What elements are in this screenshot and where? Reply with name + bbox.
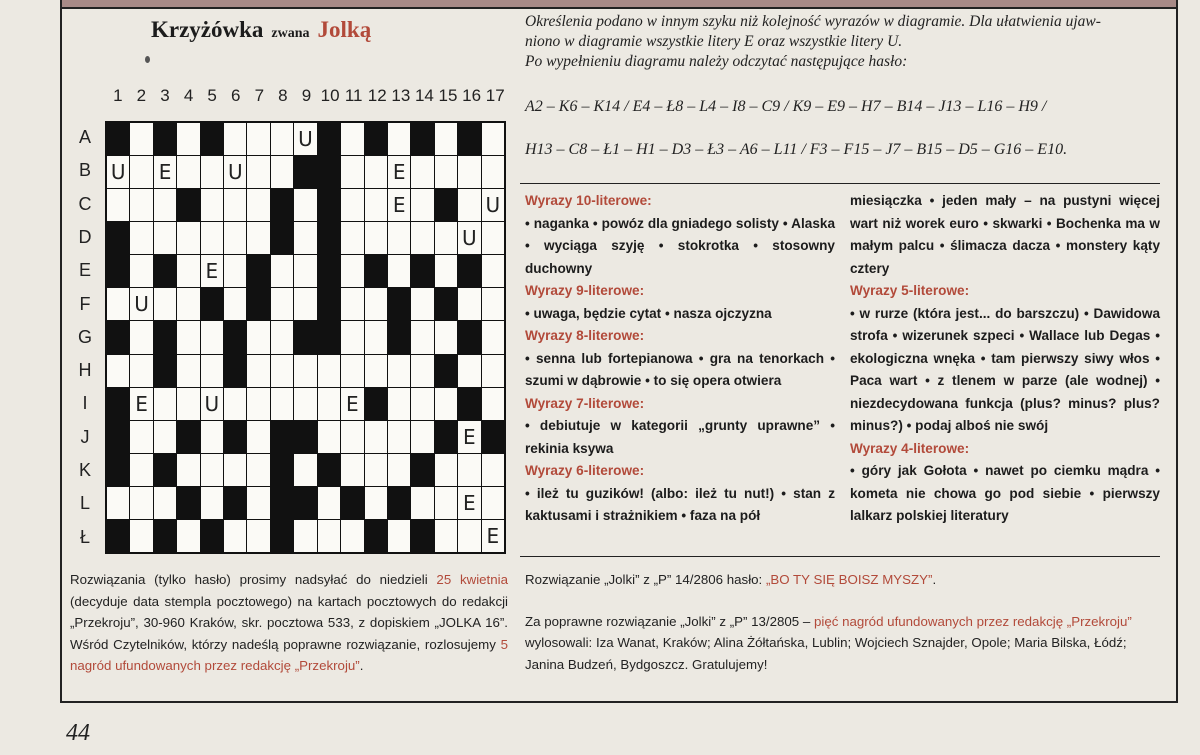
- grid-cell[interactable]: U: [224, 156, 246, 188]
- grid-block: [177, 421, 199, 453]
- grid-block: [318, 123, 340, 155]
- grid-cell[interactable]: [201, 156, 223, 188]
- grid-block: [435, 421, 457, 453]
- grid-block: [318, 288, 340, 320]
- winners-list: wylosowali: Iza Wanat, Kraków; Alina Żółtańska, Lublin; Wojciech Sznajder, Opole; Maria Bilska, Łódź; Janina Budzeń, Bydgoszcz. Gratulujemy!: [525, 635, 1127, 672]
- clue-heading: Wyrazy 9-literowe:: [525, 283, 645, 298]
- column-number: 12: [367, 86, 387, 105]
- grid-cell[interactable]: E: [201, 255, 223, 287]
- grid-block: [411, 454, 433, 486]
- solution-label: Rozwiązanie „Jolki” z „P” 14/2806 hasło:: [525, 572, 766, 587]
- page-number: 44: [66, 720, 90, 746]
- instructions: [525, 12, 1165, 72]
- grid-cell[interactable]: [388, 520, 410, 552]
- solution-label: .: [932, 572, 937, 587]
- grid-cell[interactable]: [435, 454, 457, 486]
- grid-cell[interactable]: [388, 222, 410, 254]
- grid-cell[interactable]: [482, 156, 504, 188]
- puzzle-title: [151, 17, 371, 43]
- grid-cell[interactable]: [201, 355, 223, 387]
- grid-cell[interactable]: [201, 189, 223, 221]
- grid-block: [341, 487, 363, 519]
- grid-cell[interactable]: [318, 520, 340, 552]
- grid-cell[interactable]: [177, 222, 199, 254]
- grid-block: [388, 487, 410, 519]
- grid-cell[interactable]: [294, 454, 316, 486]
- grid-cell[interactable]: [154, 222, 176, 254]
- grid-cell[interactable]: [271, 156, 293, 188]
- grid-cell[interactable]: [482, 321, 504, 353]
- grid-cell[interactable]: [341, 421, 363, 453]
- grid-block: [458, 123, 480, 155]
- row-letter: L: [79, 493, 90, 514]
- grid-cell[interactable]: E: [154, 156, 176, 188]
- grid-cell[interactable]: [177, 355, 199, 387]
- grid-cell[interactable]: E: [458, 487, 480, 519]
- instructions-line-3: Po wypełnieniu diagramu należy odczytać następujące hasło:: [525, 53, 908, 70]
- grid-cell[interactable]: [435, 123, 457, 155]
- column-number: 7: [254, 86, 265, 105]
- grid-cell[interactable]: [201, 487, 223, 519]
- grid-cell[interactable]: [458, 156, 480, 188]
- grid-block: [107, 454, 129, 486]
- grid-block: [271, 520, 293, 552]
- grid-cell[interactable]: [482, 355, 504, 387]
- grid-cell[interactable]: [341, 156, 363, 188]
- grid-cell[interactable]: [177, 321, 199, 353]
- grid-block: [318, 156, 340, 188]
- grid-block: [458, 388, 480, 420]
- row-letter: Ł: [79, 526, 90, 547]
- clue-heading: Wyrazy 10-literowe:: [525, 193, 652, 208]
- grid-block: [411, 255, 433, 287]
- grid-block: [294, 156, 316, 188]
- grid-block: [458, 255, 480, 287]
- grid-block: [107, 222, 129, 254]
- grid-cell[interactable]: [458, 355, 480, 387]
- grid-cell[interactable]: [130, 454, 152, 486]
- grid-cell[interactable]: [482, 123, 504, 155]
- grid-block: [388, 288, 410, 320]
- grid-block: [201, 123, 223, 155]
- grid-cell[interactable]: [365, 421, 387, 453]
- clue-text: • w rurze (która jest... do barszczu) • Dawidowa strofa • wizerunek szpeci • Wallace lub Degas • ekologiczna wnęka • tam pierwszy siwy włos • Paca wart • z tlenem w parze (ale wodnej) • niezdecydowana funkcja (plus? minus? plus? minus?) • podaj alboś nie swój: [850, 305, 1160, 433]
- grid-cell[interactable]: [365, 222, 387, 254]
- grid-cell[interactable]: [224, 255, 246, 287]
- grid-cell[interactable]: [318, 487, 340, 519]
- grid-cell[interactable]: [247, 388, 269, 420]
- column-number: 4: [183, 86, 194, 105]
- grid-cell[interactable]: E: [341, 388, 363, 420]
- grid-block: [154, 454, 176, 486]
- grid-block: [388, 321, 410, 353]
- grid-cell[interactable]: [388, 388, 410, 420]
- clue-text: • uwaga, będzie cytat • nasza ojczyzna: [525, 305, 772, 321]
- column-number: 5: [207, 86, 217, 105]
- grid-block: [411, 123, 433, 155]
- grid-cell[interactable]: [130, 123, 152, 155]
- column-number: 2: [136, 86, 147, 105]
- grid-cell[interactable]: [177, 288, 199, 320]
- grid-block: [247, 255, 269, 287]
- grid-block: [365, 255, 387, 287]
- row-letter: B: [78, 160, 91, 181]
- grid-block: [294, 321, 316, 353]
- grid-block: [177, 189, 199, 221]
- grid-cell[interactable]: [247, 156, 269, 188]
- grid-cell[interactable]: [294, 222, 316, 254]
- grid-cell[interactable]: [388, 421, 410, 453]
- grid-block: [107, 388, 129, 420]
- grid-cell[interactable]: [388, 454, 410, 486]
- grid-cell[interactable]: [435, 156, 457, 188]
- title-accent: Jolką: [317, 17, 372, 42]
- grid-block: [271, 454, 293, 486]
- grid-cell[interactable]: [388, 123, 410, 155]
- grid-cell[interactable]: [130, 520, 152, 552]
- grid-block: [154, 123, 176, 155]
- grid-cell[interactable]: [294, 520, 316, 552]
- crossword-grid[interactable]: [105, 121, 506, 554]
- grid-cell[interactable]: [130, 321, 152, 353]
- grid-cell[interactable]: [247, 454, 269, 486]
- grid-cell[interactable]: [271, 123, 293, 155]
- grid-cell[interactable]: [224, 222, 246, 254]
- column-number: 9: [301, 86, 312, 105]
- grid-block: [154, 321, 176, 353]
- grid-cell[interactable]: [224, 388, 246, 420]
- grid-cell[interactable]: [435, 222, 457, 254]
- clue-heading: Wyrazy 5-literowe:: [850, 283, 970, 298]
- row-letter: D: [78, 226, 92, 247]
- grid-cell[interactable]: [177, 156, 199, 188]
- grid-block: [294, 487, 316, 519]
- grid-cell[interactable]: [341, 520, 363, 552]
- clue-heading: Wyrazy 7-literowe:: [525, 395, 645, 411]
- grid-block: [154, 520, 176, 552]
- grid-cell[interactable]: [154, 388, 176, 420]
- clues-column-right: [850, 190, 1160, 528]
- grid-cell[interactable]: [435, 388, 457, 420]
- grid-cell[interactable]: [130, 189, 152, 221]
- grid-cell[interactable]: [247, 189, 269, 221]
- row-letter: A: [78, 127, 91, 147]
- instructions-line-2: niono w diagramie wszystkie litery E oraz wszystkie litery U.: [525, 33, 903, 50]
- grid-cell[interactable]: [435, 255, 457, 287]
- grid-block: [458, 321, 480, 353]
- grid-block: [107, 421, 129, 453]
- grid-cell[interactable]: [130, 255, 152, 287]
- grid-cell[interactable]: [271, 288, 293, 320]
- submission-text: (decyduje data stempla pocztowego) na kartach pocztowych do redakcji „Przekroju”, 30-960 Kraków, skr. pocztowa 533, z dopiskiem „JOLKA 16”. Wśród Czytelników, którzy nadeślą poprawne rozwiązanie, rozlosujemy: [70, 593, 508, 652]
- grid-cell[interactable]: [177, 255, 199, 287]
- row-letter: G: [77, 326, 92, 347]
- grid-block: [224, 487, 246, 519]
- grid-block: [154, 355, 176, 387]
- grid-cell[interactable]: [247, 222, 269, 254]
- grid-cell[interactable]: [365, 288, 387, 320]
- grid-cell[interactable]: [201, 421, 223, 453]
- grid-cell[interactable]: [482, 454, 504, 486]
- grid-cell[interactable]: [130, 421, 152, 453]
- clue-heading: Wyrazy 4-literowe:: [850, 440, 970, 456]
- grid-cell[interactable]: [365, 321, 387, 353]
- prize-info: 5 nagród ufundowanych przez redakcję „Przekroju”: [70, 636, 508, 673]
- grid-cell[interactable]: [411, 222, 433, 254]
- row-letter: E: [78, 260, 91, 281]
- column-number: 8: [278, 86, 288, 105]
- column-number: 13: [391, 86, 411, 105]
- grid-cell[interactable]: [365, 454, 387, 486]
- submission-info: [70, 569, 508, 677]
- grid-cell[interactable]: [435, 487, 457, 519]
- grid-block: [318, 222, 340, 254]
- column-number: 15: [438, 86, 458, 105]
- column-numbers: [106, 86, 505, 108]
- grid-cell[interactable]: [294, 255, 316, 287]
- grid-cell[interactable]: U: [107, 156, 129, 188]
- grid-block: [318, 321, 340, 353]
- grid-cell[interactable]: [271, 388, 293, 420]
- grid-cell[interactable]: U: [458, 222, 480, 254]
- grid-cell[interactable]: [247, 321, 269, 353]
- grid-cell[interactable]: E: [388, 156, 410, 188]
- grid-cell[interactable]: [482, 388, 504, 420]
- grid-cell[interactable]: [271, 355, 293, 387]
- clue-heading: Wyrazy 6-literowe:: [525, 463, 645, 478]
- winners-label: Za poprawne rozwiązanie „Jolki” z „P” 13/2805 –: [525, 613, 814, 629]
- grid-block: [107, 520, 129, 552]
- grid-cell[interactable]: [365, 189, 387, 221]
- grid-cell[interactable]: U: [201, 388, 223, 420]
- grid-block: [177, 487, 199, 519]
- column-number: 16: [462, 86, 482, 105]
- grid-cell[interactable]: [107, 487, 129, 519]
- grid-cell[interactable]: [130, 222, 152, 254]
- grid-cell[interactable]: U: [482, 189, 504, 221]
- grid-cell[interactable]: [130, 156, 152, 188]
- grid-cell[interactable]: [247, 421, 269, 453]
- submission-text: .: [359, 658, 364, 673]
- grid-block: [271, 222, 293, 254]
- grid-cell[interactable]: E: [130, 388, 152, 420]
- grid-cell[interactable]: [411, 487, 433, 519]
- divider: [520, 183, 1160, 184]
- grid-block: [482, 421, 504, 453]
- clue-text: miesiączka • jeden mały – na pustyni więcej wart niż worek euro • skwarki • Bochenka ma w małym palcu • ślimacza dacza • monstery kąty cztery: [850, 193, 1160, 276]
- grid-cell[interactable]: [318, 388, 340, 420]
- grid-block: [224, 355, 246, 387]
- grid-cell[interactable]: [177, 123, 199, 155]
- grid-cell[interactable]: [107, 288, 129, 320]
- title-small: zwana: [271, 26, 310, 41]
- grid-block: [247, 288, 269, 320]
- grid-cell[interactable]: [177, 454, 199, 486]
- grid-block: [201, 520, 223, 552]
- grid-cell[interactable]: [177, 388, 199, 420]
- grid-cell[interactable]: [177, 520, 199, 552]
- grid-cell[interactable]: [224, 520, 246, 552]
- grid-cell[interactable]: [271, 255, 293, 287]
- grid-cell[interactable]: [318, 355, 340, 387]
- grid-cell[interactable]: [271, 321, 293, 353]
- column-number: 10: [320, 86, 340, 105]
- grid-block: [318, 189, 340, 221]
- clue-text: • senna lub fortepianowa • gra na tenorkach • szumi w dąbrowie • to się opera otwiera: [525, 350, 835, 388]
- grid-cell[interactable]: [482, 222, 504, 254]
- grid-cell[interactable]: [482, 255, 504, 287]
- column-number: 3: [160, 86, 170, 105]
- grid-cell[interactable]: [458, 520, 480, 552]
- grid-block: [154, 255, 176, 287]
- grid-cell[interactable]: [411, 355, 433, 387]
- grid-cell[interactable]: [201, 222, 223, 254]
- grid-cell[interactable]: [154, 487, 176, 519]
- grid-block: [107, 123, 129, 155]
- grid-cell[interactable]: [294, 189, 316, 221]
- grid-cell[interactable]: E: [458, 421, 480, 453]
- grid-cell[interactable]: [154, 189, 176, 221]
- grid-cell[interactable]: [247, 520, 269, 552]
- grid-cell[interactable]: [411, 189, 433, 221]
- grid-block: [271, 189, 293, 221]
- grid-cell[interactable]: [365, 487, 387, 519]
- grid-block: [271, 421, 293, 453]
- grid-cell[interactable]: [341, 321, 363, 353]
- column-number: 11: [344, 86, 363, 105]
- grid-cell[interactable]: [341, 222, 363, 254]
- grid-cell[interactable]: [411, 156, 433, 188]
- grid-block: [365, 388, 387, 420]
- grid-cell[interactable]: [482, 288, 504, 320]
- grid-cell[interactable]: [458, 189, 480, 221]
- grid-block: [107, 321, 129, 353]
- grid-block: [435, 355, 457, 387]
- grid-cell[interactable]: [341, 355, 363, 387]
- grid-cell[interactable]: [224, 454, 246, 486]
- grid-cell[interactable]: U: [130, 288, 152, 320]
- grid-cell[interactable]: [341, 288, 363, 320]
- grid-block: [318, 454, 340, 486]
- header-bar: [60, 0, 1178, 9]
- title-main: Krzyżówka: [151, 17, 264, 42]
- grid-cell[interactable]: [388, 355, 410, 387]
- grid-cell[interactable]: [107, 189, 129, 221]
- grid-cell[interactable]: [224, 288, 246, 320]
- row-letters: [70, 121, 100, 554]
- divider: [520, 556, 1160, 557]
- grid-cell[interactable]: [482, 487, 504, 519]
- grid-cell[interactable]: [411, 321, 433, 353]
- grid-cell[interactable]: [154, 288, 176, 320]
- grid-cell[interactable]: [411, 388, 433, 420]
- grid-block: [201, 288, 223, 320]
- deadline-date: 25 kwietnia: [436, 572, 508, 587]
- row-letter: J: [80, 426, 90, 447]
- grid-cell[interactable]: [201, 321, 223, 353]
- grid-cell[interactable]: [224, 123, 246, 155]
- grid-block: [294, 421, 316, 453]
- clue-text: • ileż tu guzików! (albo: ileż tu nut!) • stan z kaktusami i strażnikiem • faza na pół: [525, 485, 835, 523]
- row-letter: F: [79, 293, 91, 314]
- grid-cell[interactable]: [411, 421, 433, 453]
- column-number: 6: [231, 86, 241, 105]
- grid-cell[interactable]: [388, 255, 410, 287]
- solution-answer: „BO TY SIĘ BOISZ MYSZY”: [765, 572, 933, 587]
- grid-cell[interactable]: [341, 255, 363, 287]
- grid-block: [435, 288, 457, 320]
- grid-cell[interactable]: [294, 288, 316, 320]
- grid-cell[interactable]: [130, 487, 152, 519]
- clue-text: • debiutuje w kategorii „grunty uprawne” • rekinia ksywa: [525, 418, 835, 456]
- instructions-line-1: Określenia podano w innym szyku niż kolejność wyrazów w diagramie. Dla ułatwienia ujaw-: [525, 13, 1101, 30]
- grid-cell[interactable]: [130, 355, 152, 387]
- grid-cell[interactable]: [247, 355, 269, 387]
- clue-text: • naganka • powóz dla gniadego solisty • Alaska • wyciąga szyję • stokrotka • stosowny duchowny: [525, 215, 835, 276]
- grid-cell[interactable]: [294, 355, 316, 387]
- grid-cell[interactable]: [294, 388, 316, 420]
- grid-cell[interactable]: [365, 355, 387, 387]
- grid-block: [365, 123, 387, 155]
- grid-cell[interactable]: E: [482, 520, 504, 552]
- row-letter: C: [78, 193, 92, 214]
- grid-cell[interactable]: [154, 421, 176, 453]
- clue-heading: Wyrazy 8-literowe:: [525, 328, 645, 343]
- grid-cell[interactable]: [318, 421, 340, 453]
- row-letter: H: [78, 360, 92, 381]
- clues-column-left: [525, 190, 835, 528]
- grid-block: [224, 421, 246, 453]
- grid-cell[interactable]: [247, 487, 269, 519]
- clue-text: • góry jak Gołota • nawet po ciemku mądra • kometa nie chowa go pod siebie • pierwszy lalkarz polskiej literatury: [850, 463, 1160, 523]
- column-number: 17: [485, 86, 505, 105]
- grid-cell[interactable]: [201, 454, 223, 486]
- previous-solution: [525, 569, 1155, 675]
- column-number: 14: [414, 86, 434, 105]
- grid-cell[interactable]: [107, 355, 129, 387]
- grid-cell[interactable]: [411, 288, 433, 320]
- grid-cell[interactable]: [341, 189, 363, 221]
- grid-block: [271, 487, 293, 519]
- row-letter: I: [82, 393, 88, 414]
- grid-cell[interactable]: [458, 454, 480, 486]
- grid-block: [224, 321, 246, 353]
- grid-cell[interactable]: [247, 123, 269, 155]
- row-letter: K: [78, 460, 91, 481]
- bullet-dot: [145, 56, 150, 63]
- grid-cell[interactable]: [224, 189, 246, 221]
- grid-cell[interactable]: [341, 123, 363, 155]
- grid-cell[interactable]: [435, 321, 457, 353]
- grid-cell[interactable]: [365, 156, 387, 188]
- grid-cell[interactable]: U: [294, 123, 316, 155]
- grid-cell[interactable]: [435, 520, 457, 552]
- grid-cell[interactable]: [458, 288, 480, 320]
- grid-block: [411, 520, 433, 552]
- submission-text: Rozwiązania (tylko hasło) prosimy nadsyłać do niedzieli: [70, 572, 437, 587]
- grid-block: [107, 255, 129, 287]
- grid-block: [435, 189, 457, 221]
- winners-prize: pięć nagród ufundowanych przez redakcję „Przekroju”: [813, 613, 1132, 629]
- password-key-line-2: H13 – C8 – Ł1 – H1 – D3 – Ł3 – A6 – L11 / F3 – F15 – J7 – B15 – D5 – G16 – E10.: [525, 141, 1068, 158]
- grid-block: [365, 520, 387, 552]
- grid-cell[interactable]: E: [388, 189, 410, 221]
- password-key-line-1: A2 – K6 – K14 / E4 – Ł8 – L4 – I8 – C9 / K9 – E9 – H7 – B14 – J13 – L16 – H9 /: [525, 98, 1047, 115]
- column-number: 1: [113, 86, 123, 105]
- grid-cell[interactable]: [341, 454, 363, 486]
- grid-block: [318, 255, 340, 287]
